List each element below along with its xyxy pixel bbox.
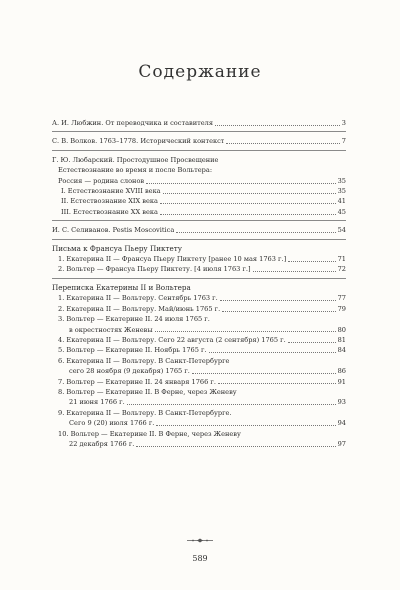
toc-subheading: Естествознание во время и после Вольтера: [58, 166, 213, 175]
toc-entry-text: 2. Екатерина II — Вольтеру. Май/июнь 1765 г. [58, 304, 221, 313]
leader-dots [222, 311, 335, 312]
section-divider [52, 239, 346, 240]
toc-entry-line[interactable]: 9. Екатерина II — Вольтеру. В Санкт-Петербурге. [58, 408, 232, 417]
toc-entry-page: 54 [337, 226, 346, 235]
leader-dots [192, 373, 336, 374]
leader-dots [160, 203, 336, 204]
toc-entry[interactable] [52, 264, 346, 274]
leader-dots [215, 125, 340, 126]
toc-entry-page: 77 [337, 294, 346, 303]
toc-entry-line[interactable]: 6. Екатерина II — Вольтеру. В Санкт-Петербурге [58, 356, 230, 365]
toc-section-heading: Переписка Екатерины II и Вольтера [52, 282, 191, 292]
toc-entry-page: 81 [337, 335, 346, 344]
toc-entry-text: II. Естествознание XIX века [61, 197, 158, 206]
leader-dots [209, 352, 336, 353]
toc-entry-text: 4. Екатерина II — Вольтеру. Сего 22 августа (2 сентября) 1765 г. [58, 335, 286, 344]
toc-entry-page: 35 [337, 176, 346, 185]
toc-entry-page: 84 [337, 346, 346, 355]
leader-dots [226, 143, 339, 144]
toc-entry-text: сего 28 ноября (9 декабря) 1765 г. [69, 367, 190, 376]
toc-entry[interactable] [52, 377, 346, 387]
toc-entry[interactable] [52, 186, 346, 196]
toc-entry-line[interactable]: 8. Вольтер — Екатерине II. В Ферне, через Женеву [58, 387, 237, 396]
toc-entry-page: 3 [341, 119, 346, 127]
section-divider [52, 150, 346, 151]
toc-entry-text: III. Естествознание XX века [61, 207, 158, 216]
leader-dots [127, 404, 336, 405]
ornament-divider [186, 538, 214, 543]
toc-entry-line[interactable]: 3. Вольтер — Екатерине II. 24 июля 1765 г. [58, 315, 210, 324]
toc-entry[interactable] [52, 254, 346, 264]
toc-entry-text: 2. Вольтер — Франсуа Пьеру Пиктету. [4 июля 1763 г.] [58, 265, 251, 274]
toc-entry-text: С. В. Волков. 1763–1778. Исторический контекст [52, 137, 225, 146]
toc-entry-continuation[interactable] [52, 418, 346, 428]
leader-dots [160, 214, 336, 215]
toc-entry-page: 80 [337, 325, 346, 334]
toc-entry-text: Сего 9 (20) июля 1766 г. [69, 419, 155, 428]
leader-dots [288, 261, 335, 262]
toc-entry[interactable] [52, 335, 346, 345]
toc-entry-page: 45 [337, 207, 346, 216]
toc-entry-text: 22 декабря 1766 г. [69, 439, 135, 448]
section-divider [52, 278, 346, 279]
leader-dots [146, 183, 335, 184]
leader-dots [163, 193, 336, 194]
toc-entry-page: 35 [337, 187, 346, 196]
toc-section-heading: Письма к Франсуа Пьеру Пиктету [52, 243, 182, 253]
page-number: 589 [192, 554, 208, 563]
leader-dots [220, 300, 336, 301]
toc-entry-text: И. С. Селиванов. Pestis Moscovitica [52, 226, 175, 235]
leader-dots [155, 331, 336, 332]
leader-dots [288, 342, 336, 343]
toc-entry-page: 97 [337, 439, 346, 448]
toc-entry-continuation[interactable] [52, 439, 346, 449]
leader-dots [218, 383, 336, 384]
toc-entry[interactable] [52, 118, 346, 128]
toc-section-heading[interactable]: Г. Ю. Любарский. Простодушное Просвещение [52, 155, 219, 164]
toc-entry-page: 94 [337, 419, 346, 428]
toc-entry-page: 72 [337, 265, 346, 274]
toc-entry-text: Россия — родина слонов [58, 176, 145, 185]
table-of-contents [52, 118, 346, 449]
toc-entry[interactable] [52, 293, 346, 303]
page-title: Содержание [138, 62, 262, 82]
section-divider [52, 220, 346, 221]
toc-entry-continuation[interactable] [52, 325, 346, 335]
toc-entry-page: 86 [337, 367, 346, 376]
toc-entry-line[interactable]: 10. Вольтер — Екатерине II. В Ферне, через Женеву [58, 429, 241, 438]
toc-entry-text: 1. Екатерина II — Вольтеру. Сентябрь 1763 г. [58, 294, 218, 303]
toc-entry-text: 21 июня 1766 г. [69, 398, 125, 407]
toc-entry[interactable] [52, 225, 346, 235]
leader-dots [253, 271, 336, 272]
toc-entry-continuation[interactable] [52, 397, 346, 407]
toc-entry-text: 1. Екатерина II — Франсуа Пьеру Пиктету [ранее 10 мая 1763 г.] [58, 255, 287, 264]
toc-entry[interactable] [52, 304, 346, 314]
toc-entry[interactable] [52, 196, 346, 206]
leader-dots [176, 232, 335, 233]
toc-entry-page: 41 [337, 197, 346, 206]
toc-entry-text: I. Естествознание XVIII века [61, 187, 161, 196]
toc-entry-page: 91 [337, 377, 346, 386]
leader-dots [156, 425, 335, 426]
toc-entry[interactable] [52, 136, 346, 146]
toc-entry[interactable] [52, 207, 346, 217]
toc-entry-page: 93 [337, 398, 346, 407]
toc-entry-text: А. И. Любжин. От переводчика и составителя [52, 119, 214, 127]
toc-entry-continuation[interactable] [52, 366, 346, 376]
toc-entry-text: в окрестностях Женевы [69, 325, 153, 334]
toc-entry-text: 7. Вольтер — Екатерине II. 24 января 1766 г. [58, 377, 216, 386]
toc-entry-page: 79 [337, 304, 346, 313]
toc-entry-text: 5. Вольтер — Екатерине II. Ноябрь 1765 г. [58, 346, 207, 355]
toc-entry[interactable] [52, 345, 346, 355]
section-divider [52, 131, 346, 132]
toc-entry-page: 7 [341, 137, 346, 146]
toc-entry-page: 71 [337, 255, 346, 264]
toc-entry[interactable] [52, 176, 346, 186]
leader-dots [136, 446, 335, 447]
